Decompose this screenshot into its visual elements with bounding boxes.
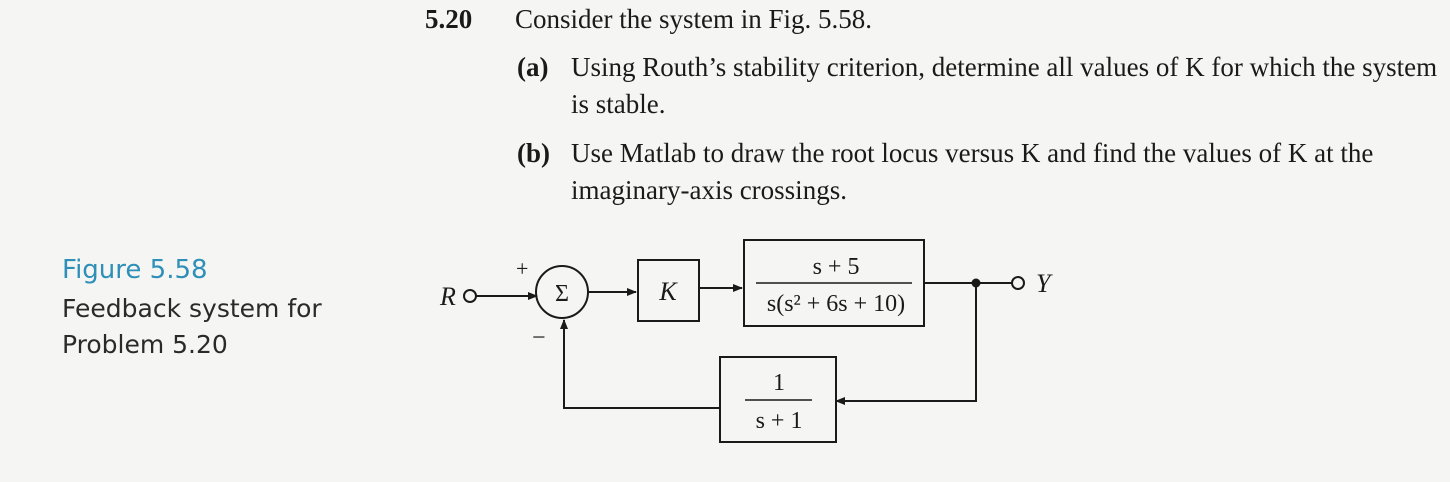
- input-label: R: [440, 282, 456, 311]
- summer-symbol: Σ: [555, 281, 569, 307]
- gain-label: K: [659, 277, 677, 306]
- minus-sign: −: [532, 325, 546, 351]
- output-terminal: [1012, 277, 1024, 289]
- feedback-denominator: s + 1: [755, 408, 803, 434]
- figure-label: Figure 5.58: [62, 255, 208, 285]
- problem-number: 5.20: [425, 4, 473, 34]
- figure-description: Feedback system for Problem 5.20: [62, 294, 322, 359]
- part-a-text: Using Routh’s stability criterion, determine all values of K for which the system is stable.: [571, 52, 1438, 119]
- plant-denominator: s(s² + 6s + 10): [766, 291, 906, 317]
- feedback-path-left: [564, 320, 720, 408]
- input-terminal: [464, 290, 476, 302]
- output-label: Y: [1036, 269, 1051, 298]
- plus-sign: +: [516, 256, 529, 281]
- feedback-numerator: 1: [773, 370, 785, 396]
- plant-numerator: s + 5: [812, 254, 860, 280]
- pickoff-point: [972, 279, 981, 288]
- part-a-label: (a): [517, 52, 549, 82]
- part-b-label: (b): [517, 138, 550, 168]
- part-b-text: Use Matlab to draw the root locus versus K and find the values of K at the imaginary-axis crossings.: [571, 138, 1374, 205]
- problem-stem: Consider the system in Fig. 5.58.: [515, 4, 872, 34]
